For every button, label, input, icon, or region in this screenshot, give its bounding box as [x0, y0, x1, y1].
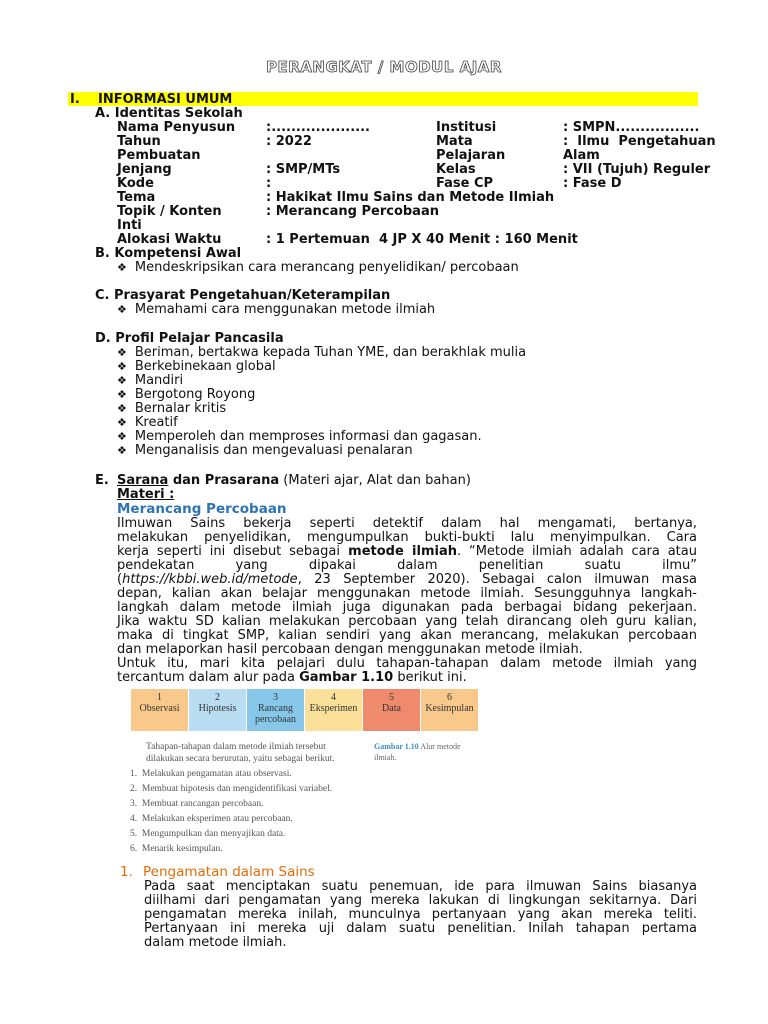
figure-list-item: 4. Melakukan eksperimen atau percobaan. — [130, 814, 293, 824]
prasyarat-label: C. Prasyarat Pengetahuan/Keterampilan — [95, 288, 391, 303]
paragraph-line: kerja seperti ini disebut sebagai metode ilmiah. “Metode ilmiah adalah cara atau — [117, 544, 697, 559]
identity-key: Nama Penyusun — [117, 120, 236, 135]
diamond-bullet-icon: ❖ — [117, 430, 127, 443]
paragraph-line: Pertanyaan ini mereka uji dalam suatu penelitian. Inilah tahapan pertama — [144, 921, 697, 936]
step-observasi: 1 Observasi — [131, 689, 188, 731]
identity-value2: : SMPN................. — [563, 120, 700, 135]
identity-key2: Fase CP — [436, 176, 494, 191]
diamond-bullet-icon: ❖ — [117, 346, 127, 359]
identity-key: Tahun — [117, 134, 161, 149]
paragraph-line: Jika waktu SD kalian melakukan percobaan yang telah dirancang oleh guru kalian, — [117, 614, 697, 629]
materi-label: Materi : — [117, 487, 175, 502]
paragraph-line: maka di tingkat SMP, kalian sendiri yang akan merancang, melakukan percobaan — [117, 628, 697, 643]
identity-value2: Alam — [563, 148, 600, 163]
paragraph-line: diilhami dari pengamatan yang mereka lakukan di lingkungan sekitarnya. Dari — [144, 893, 697, 908]
sarana-link[interactable]: Sarana — [116, 473, 169, 488]
step-rancang: 3 Rancang percobaan — [247, 689, 304, 731]
diamond-bullet-icon: ❖ — [117, 303, 127, 316]
list-item: ❖ Bernalar kritis — [117, 401, 227, 416]
list-item: ❖ Kreatif — [117, 415, 178, 430]
list-item: ❖ Bergotong Royong — [117, 387, 256, 402]
diamond-bullet-icon: ❖ — [117, 261, 127, 274]
figure-list-item: 5. Mengumpulkan dan menyajikan data. — [130, 829, 286, 839]
identity-value: : 1 Pertemuan 4 JP X 40 Menit : 160 Menit — [266, 232, 578, 247]
figure-intro: dilakukan secara berurutan, yaitu sebagai berikut. — [146, 754, 335, 764]
identity-key: Tema — [117, 190, 156, 205]
list-item: ❖ Menganalisis dan mengevaluasi penalaran — [117, 443, 413, 458]
diamond-bullet-icon: ❖ — [117, 402, 127, 415]
step-kesimpulan: 6 Kesimpulan — [421, 689, 478, 731]
paragraph-line: pengamatan mereka inilah, munculnya pertanyaan yang akan mereka teliti. — [144, 907, 697, 922]
diamond-bullet-icon: ❖ — [117, 444, 127, 457]
document-title: PERANGKAT / MODUL AJAR — [266, 58, 502, 76]
sarana-heading: E. Sarana dan Prasarana (Materi ajar, Alat dan bahan) — [95, 473, 471, 488]
step-hipotesis: 2 Hipotesis — [189, 689, 246, 731]
identity-value: :.................... — [266, 120, 370, 135]
list-item: ❖ Memperoleh dan memproses informasi dan gagasan. — [117, 429, 482, 444]
list-item: ❖ Mandiri — [117, 373, 184, 388]
list-item: ❖ Mendeskripsikan cara merancang penyelidikan/ percobaan — [117, 260, 519, 275]
identity-key2: Pelajaran — [436, 148, 506, 163]
subsection-number: 1. — [120, 864, 133, 880]
step-eksperimen: 4 Eksperimen — [305, 689, 362, 731]
list-item: ❖ Beriman, bertakwa kepada Tuhan YME, dan berakhlak mulia — [117, 345, 527, 360]
kompetensi-label: B. Kompetensi Awal — [95, 246, 242, 261]
paragraph-line: melakukan penyelidikan, mengumpulkan bukti-bukti lalu menyimpulkan. Cara — [117, 530, 697, 545]
identity-key: Topik / Konten — [117, 204, 222, 219]
list-item: ❖ Berkebinekaan global — [117, 359, 276, 374]
identity-value: : — [266, 176, 272, 191]
identity-value: : Merancang Percobaan — [266, 204, 439, 219]
identity-value2: : Fase D — [563, 176, 622, 191]
identitas-label: A. Identitas Sekolah — [95, 106, 243, 121]
diamond-bullet-icon: ❖ — [117, 374, 127, 387]
identity-key: Kode — [117, 176, 154, 191]
paragraph-line: (https://kbbi.web.id/metode, 23 September 2020). Sebagai calon ilmuwan masa — [117, 572, 697, 587]
identity-key2: Mata — [436, 134, 473, 149]
paragraph-line: Pada saat menciptakan suatu penemuan, ide para ilmuwan Sains biasanya — [144, 879, 697, 894]
paragraph-line: pendekatan yang dipakai dalam penelitian suatu ilmu” — [117, 558, 697, 573]
paragraph-line: Ilmuwan Sains bekerja seperti detektif dalam hal mengamati, bertanya, — [117, 516, 697, 531]
figure-list-item: 6. Menarik kesimpulan. — [130, 844, 223, 854]
figure-intro: Tahapan-tahapan dalam metode ilmiah tersebut — [146, 742, 326, 752]
identity-key: Jenjang — [117, 162, 172, 177]
materi-subheading: Merancang Percobaan — [117, 501, 287, 517]
step-data: 5 Data — [363, 689, 420, 731]
identity-value2: : VII (Tujuh) Reguler — [563, 162, 711, 177]
paragraph-line: dan melaporkan hasil percobaan dengan menggunakan metode ilmiah. — [117, 642, 583, 657]
identity-key2: Kelas — [436, 162, 476, 177]
section-number: I. — [70, 92, 80, 107]
identity-key: Alokasi Waktu — [117, 232, 222, 247]
identity-key: Pembuatan — [117, 148, 201, 163]
paragraph-line: depan, kalian akan belajar menggunakan metode ilmiah. Sesungguhnya langkah- — [117, 586, 697, 601]
identity-value: : 2022 — [266, 134, 312, 149]
profil-label: D. Profil Pelajar Pancasila — [95, 331, 284, 346]
figure-caption: ilmiah. — [374, 753, 397, 762]
paragraph-line: Untuk itu, mari kita pelajari dulu tahapan-tahapan dalam metode ilmiah yang — [117, 656, 697, 671]
scientific-method-flow — [131, 689, 479, 731]
kbbi-link[interactable]: https://kbbi.web.id/metode — [122, 572, 298, 587]
identity-value2: : Ilmu Pengetahuan — [563, 134, 716, 149]
figure-caption: Gambar 1.10 Alur metode — [374, 742, 461, 751]
figure-list-item: 1. Melakukan pengamatan atau observasi. — [130, 769, 292, 779]
diamond-bullet-icon: ❖ — [117, 360, 127, 373]
paragraph-line: langkah dalam metode ilmiah juga digunakan pada berbagai bidang pekerjaan. — [117, 600, 697, 615]
identity-value: : Hakikat Ilmu Sains dan Metode Ilmiah — [266, 190, 555, 205]
identity-value: : SMP/MTs — [266, 162, 341, 177]
identity-key2: Institusi — [436, 120, 497, 135]
diamond-bullet-icon: ❖ — [117, 416, 127, 429]
identity-key: Inti — [117, 218, 142, 233]
list-item: ❖ Memahami cara menggunakan metode ilmiah — [117, 302, 436, 317]
subsection-heading: Pengamatan dalam Sains — [143, 864, 315, 880]
paragraph-line: tercantum dalam alur pada Gambar 1.10 berikut ini. — [117, 670, 467, 685]
figure-list-item: 2. Membuat hipotesis dan mengidentifikasi variabel. — [130, 784, 333, 794]
figure-list-item: 3. Membuat rancangan percobaan. — [130, 799, 264, 809]
paragraph-line: dalam metode ilmiah. — [144, 935, 287, 950]
section-heading: INFORMASI UMUM — [98, 92, 233, 107]
diamond-bullet-icon: ❖ — [117, 388, 127, 401]
